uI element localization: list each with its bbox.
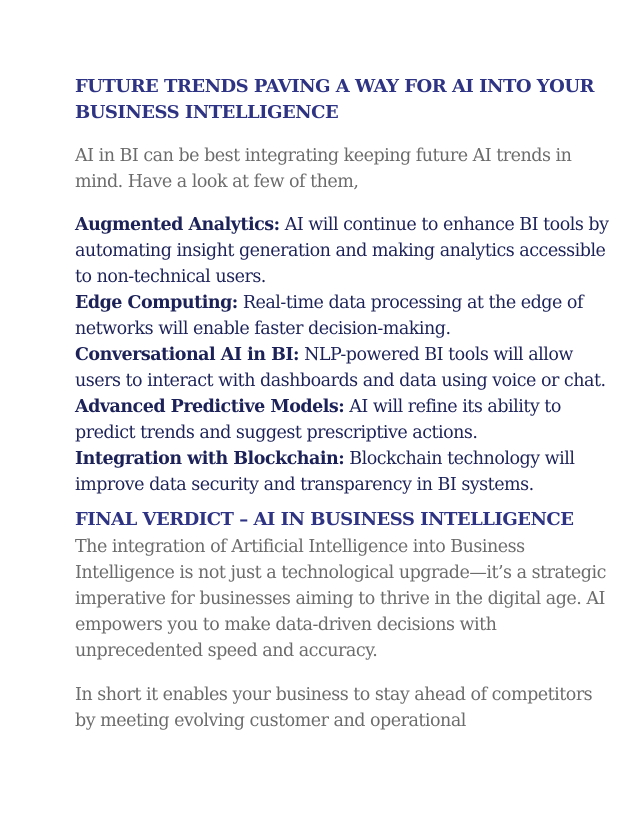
section-heading-final-verdict: FINAL VERDICT – AI IN BUSINESS INTELLIGENCE <box>75 509 574 530</box>
trend-text: AI will continue to enhance BI tools by automating insight generation and making analytics accessible to non-technical users. <box>75 215 609 287</box>
document-page <box>75 0 615 734</box>
trend-text: NLP-powered BI tools will allow users to interact with dashboards and data using voice or chat. <box>75 345 606 391</box>
trends-list <box>75 212 615 498</box>
trend-text: Blockchain technology will improve data security and transparency in BI systems. <box>75 449 575 495</box>
verdict-paragraph: The integration of Artificial Intelligence into Business Intelligence is not just a technological upgrade—it’s a strategic imperative for businesses aiming to thrive in the digital age. AI empowers you to make data-driven decisions with unprecedented speed and accuracy. <box>75 537 606 661</box>
trend-item-edge-computing <box>75 290 615 342</box>
trend-text: AI will refine its ability to predict trends and suggest prescriptive actions. <box>75 397 561 443</box>
trend-item-augmented-analytics <box>75 212 615 290</box>
trend-item-conversational-ai <box>75 342 615 394</box>
trend-item-predictive-models <box>75 394 615 446</box>
trend-text: Real-time data processing at the edge of networks will enable faster decision-making. <box>75 293 583 339</box>
intro-paragraph: AI in BI can be best integrating keeping future AI trends in mind. Have a look at few of them, <box>75 146 572 192</box>
trend-label: Edge Computing: <box>75 293 238 313</box>
trend-label: Augmented Analytics: <box>75 215 280 235</box>
trend-label: Integration with Blockchain: <box>75 449 345 469</box>
section-heading-future-trends: FUTURE TRENDS PAVING A WAY FOR AI INTO YOUR BUSINESS INTELLIGENCE <box>75 76 594 123</box>
trend-label: Advanced Predictive Models: <box>75 397 345 417</box>
trend-label: Conversational AI in BI: <box>75 345 300 365</box>
closing-paragraph: In short it enables your business to stay ahead of competitors by meeting evolving customer and operational <box>75 685 593 731</box>
trend-item-blockchain <box>75 446 615 498</box>
